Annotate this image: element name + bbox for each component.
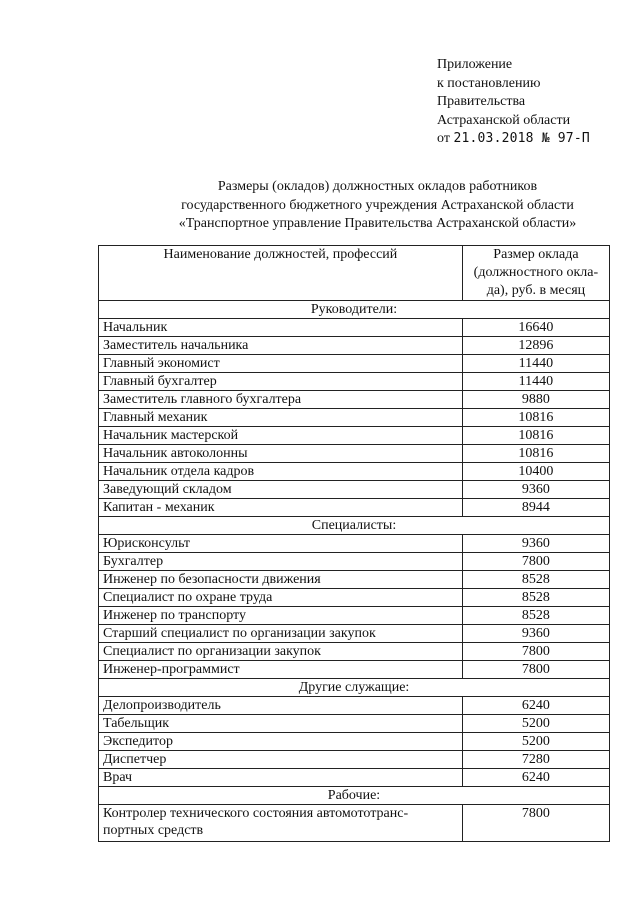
position-name: Старший специалист по организации закупок <box>99 625 463 643</box>
position-name: Начальник <box>99 319 463 337</box>
salary-value: 9360 <box>462 481 609 499</box>
table-row <box>99 643 610 661</box>
position-name: Начальник отдела кадров <box>99 463 463 481</box>
salary-value: 5200 <box>462 715 609 733</box>
table-row <box>99 751 610 769</box>
position-name: Специалист по организации закупок <box>99 643 463 661</box>
salary-value: 5200 <box>462 733 609 751</box>
title-line: государственного бюджетного учреждения Астраханской области <box>181 197 574 213</box>
position-name: Заместитель главного бухгалтера <box>99 391 463 409</box>
salary-value: 12896 <box>462 337 609 355</box>
salary-value: 8944 <box>462 499 609 517</box>
salary-value: 9360 <box>462 535 609 553</box>
position-name: Специалист по охране труда <box>99 589 463 607</box>
position-name: Заместитель начальника <box>99 337 463 355</box>
order-prefix: от <box>437 131 450 146</box>
section-row <box>99 301 610 319</box>
salary-value: 11440 <box>462 355 609 373</box>
order-reference <box>437 130 590 149</box>
salary-value: 9880 <box>462 391 609 409</box>
section-title: Специалисты: <box>99 517 610 535</box>
table-row <box>99 589 610 607</box>
position-name: Главный бухгалтер <box>99 373 463 391</box>
position-name: Контролер технического состояния автомототранс-портных средств <box>99 805 463 842</box>
salary-table <box>98 245 610 842</box>
section-row <box>99 679 610 697</box>
section-row <box>99 517 610 535</box>
table-row <box>99 373 610 391</box>
salary-value: 7800 <box>462 661 609 679</box>
position-name: Капитан - механик <box>99 499 463 517</box>
salary-value: 6240 <box>462 769 609 787</box>
position-name: Начальник мастерской <box>99 427 463 445</box>
salary-value: 7800 <box>462 643 609 661</box>
section-title: Другие служащие: <box>99 679 610 697</box>
table-row <box>99 805 610 842</box>
position-name: Юрисконсульт <box>99 535 463 553</box>
salary-value: 10400 <box>462 463 609 481</box>
section-title: Рабочие: <box>99 787 610 805</box>
table-row <box>99 337 610 355</box>
salary-value: 10816 <box>462 445 609 463</box>
table-row <box>99 427 610 445</box>
table-row <box>99 445 610 463</box>
table-row <box>99 571 610 589</box>
appendix-line: Приложение <box>437 57 513 72</box>
table-row <box>99 769 610 787</box>
salary-value: 7280 <box>462 751 609 769</box>
table-row <box>99 697 610 715</box>
appendix-line: к постановлению <box>437 75 541 91</box>
header-salary: Размер оклада (должностного окла-да), руб. в месяц <box>462 246 609 301</box>
table-row <box>99 409 610 427</box>
document-title <box>140 178 615 234</box>
title-line: Размеры (окладов) должностных окладов работников <box>217 179 538 194</box>
salary-value: 6240 <box>462 697 609 715</box>
salary-value: 8528 <box>462 589 609 607</box>
position-name: Инженер по транспорту <box>99 607 463 625</box>
table-row <box>99 499 610 517</box>
position-name: Заведующий складом <box>99 481 463 499</box>
table-row <box>99 715 610 733</box>
table-row <box>99 553 610 571</box>
position-name: Главный механик <box>99 409 463 427</box>
salary-value: 11440 <box>462 373 609 391</box>
salary-value: 7800 <box>462 805 609 842</box>
position-name: Начальник автоколонны <box>99 445 463 463</box>
table-body <box>99 301 610 842</box>
position-name: Бухгалтер <box>99 553 463 571</box>
table-row <box>99 733 610 751</box>
position-name: Диспетчер <box>99 751 463 769</box>
table-header-row <box>99 246 610 301</box>
appendix-line: Правительства <box>437 94 526 109</box>
table-row <box>99 661 610 679</box>
appendix-block <box>437 56 590 149</box>
position-name: Табельщик <box>99 715 463 733</box>
salary-value: 10816 <box>462 409 609 427</box>
table-row <box>99 319 610 337</box>
salary-value: 10816 <box>462 427 609 445</box>
salary-value: 16640 <box>462 319 609 337</box>
section-row <box>99 787 610 805</box>
table-row <box>99 535 610 553</box>
table-row <box>99 463 610 481</box>
appendix-line: Астраханской области <box>437 112 571 128</box>
salary-value: 9360 <box>462 625 609 643</box>
title-line: «Транспортное управление Правительства Астраханской области» <box>178 216 577 231</box>
order-stamp: 21.03.2018 № 97-П <box>453 131 590 146</box>
table-row <box>99 607 610 625</box>
position-name: Экспедитор <box>99 733 463 751</box>
table-row <box>99 391 610 409</box>
section-title: Руководители: <box>99 301 610 319</box>
table-row <box>99 481 610 499</box>
position-name: Главный экономист <box>99 355 463 373</box>
position-name: Врач <box>99 769 463 787</box>
position-name: Инженер по безопасности движения <box>99 571 463 589</box>
salary-value: 7800 <box>462 553 609 571</box>
position-name: Инженер-программист <box>99 661 463 679</box>
table-row <box>99 355 610 373</box>
header-position: Наименование должностей, профессий <box>99 246 463 301</box>
position-name: Делопроизводитель <box>99 697 463 715</box>
salary-value: 8528 <box>462 571 609 589</box>
salary-value: 8528 <box>462 607 609 625</box>
table-row <box>99 625 610 643</box>
